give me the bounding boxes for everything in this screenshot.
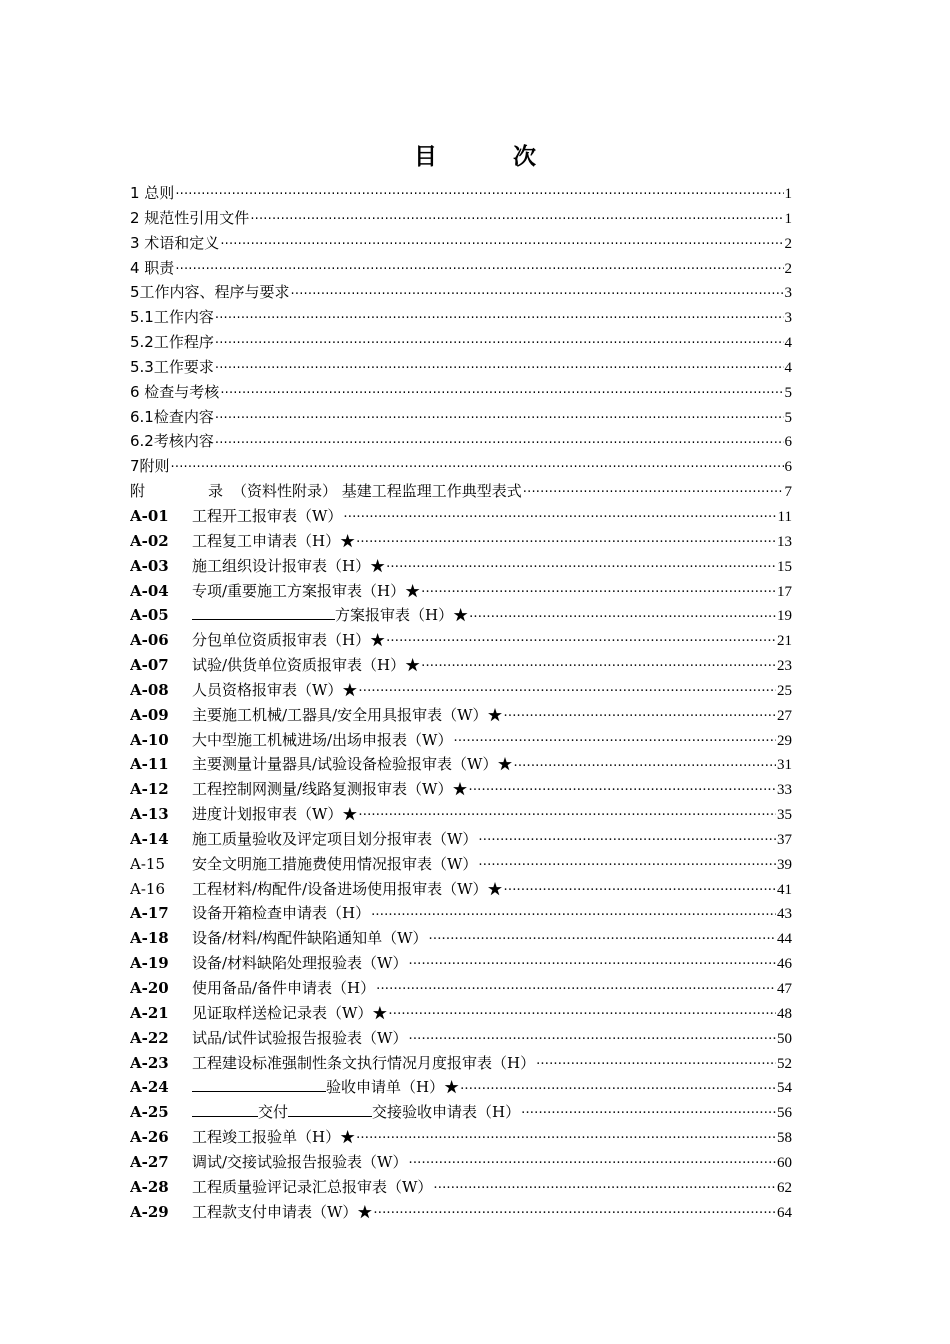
toc-entry[interactable]: 6.1检查内容 ..... 5 [130, 405, 792, 430]
toc-entry[interactable]: 6 检查与考核 ..... 5 [130, 380, 792, 405]
toc-form-entry[interactable]: A-04 专项/重要施工方案报审表（H）★ ..... 17 [130, 579, 792, 604]
toc-form-entry[interactable]: A-15 安全文明施工措施费使用情况报审表（W） ..... 39 [130, 852, 792, 877]
toc-entry[interactable]: 6.2考核内容 ..... 6 [130, 429, 792, 454]
toc-form-entry[interactable]: A-19 设备/材料缺陷处理报验表（W） ..... 46 [130, 951, 792, 976]
toc-entry-appendix[interactable]: 附 录 （资料性附录） 基建工程监理工作典型表式 ..... 7 [130, 479, 792, 504]
toc-entry[interactable]: 2 规范性引用文件 ..... 1 [130, 206, 792, 231]
toc-entry[interactable]: 5.1工作内容 ..... 3 [130, 305, 792, 330]
fill-in-blank [288, 1101, 372, 1117]
toc-form-entry[interactable]: A-24 验收申请单（H）★ ..... 54 [130, 1075, 792, 1100]
toc-form-entry[interactable]: A-28 工程质量验评记录汇总报审表（W） ..... 62 [130, 1175, 792, 1200]
toc-form-entry[interactable]: A-21 见证取样送检记录表（W）★ ..... 48 [130, 1001, 792, 1026]
toc-form-entry[interactable]: A-23 工程建设标准强制性条文执行情况月度报审表（H） ..... 52 [130, 1051, 792, 1076]
toc-form-entry[interactable]: A-11 主要测量计量器具/试验设备检验报审表（W）★ ..... 31 [130, 752, 792, 777]
toc-entry[interactable]: 3 术语和定义 ..... 2 [130, 231, 792, 256]
toc-form-entry[interactable]: A-01 工程开工报审表（W） ..... 11 [130, 504, 792, 529]
toc-entry[interactable]: 7附则 ..... 6 [130, 454, 792, 479]
toc-form-entry[interactable]: A-02 工程复工申请表（H）★ ..... 13 [130, 529, 792, 554]
toc-form-entry[interactable]: A-10 大中型施工机械进场/出场申报表（W） ..... 29 [130, 728, 792, 753]
toc-form-entry[interactable]: A-06 分包单位资质报审表（H）★ ..... 21 [130, 628, 792, 653]
toc-form-entry[interactable]: A-09 主要施工机械/工器具/安全用具报审表（W）★ ..... 27 [130, 703, 792, 728]
toc-form-entry[interactable]: A-17 设备开箱检查申请表（H） ..... 43 [130, 901, 792, 926]
toc-form-entry[interactable]: A-12 工程控制网测量/线路复测报审表（W）★ ..... 33 [130, 777, 792, 802]
fill-in-blank [192, 1076, 326, 1092]
toc-entry[interactable]: 5工作内容、程序与要求 ..... 3 [130, 280, 792, 305]
table-of-contents [130, 181, 792, 1224]
toc-form-entry[interactable]: A-16 工程材料/构配件/设备进场使用报审表（W）★ ..... 41 [130, 877, 792, 902]
toc-entry[interactable]: 5.2工作程序 ..... 4 [130, 330, 792, 355]
toc-form-entry[interactable]: A-13 进度计划报审表（W）★ ..... 35 [130, 802, 792, 827]
toc-form-entry[interactable]: A-14 施工质量验收及评定项目划分报审表（W） ..... 37 [130, 827, 792, 852]
fill-in-blank [192, 1101, 258, 1117]
toc-form-entry[interactable]: A-03 施工组织设计报审表（H）★ ..... 15 [130, 554, 792, 579]
toc-entry[interactable]: 4 职责 ..... 2 [130, 256, 792, 281]
toc-form-entry[interactable]: A-07 试验/供货单位资质报审表（H）★ ..... 23 [130, 653, 792, 678]
toc-title: 目 次 [413, 144, 570, 170]
toc-form-entry[interactable]: A-05 方案报审表（H）★ ..... 19 [130, 603, 792, 628]
toc-form-entry[interactable]: A-08 人员资格报审表（W）★ ..... 25 [130, 678, 792, 703]
toc-entry[interactable]: 1 总则 ..... 1 [130, 181, 792, 206]
toc-form-entry[interactable]: A-27 调试/交接试验报告报验表（W） ..... 60 [130, 1150, 792, 1175]
toc-entry[interactable]: 5.3工作要求 ..... 4 [130, 355, 792, 380]
fill-in-blank [192, 604, 335, 620]
toc-form-entry[interactable]: A-18 设备/材料/构配件缺陷通知单（W） ..... 44 [130, 926, 792, 951]
toc-form-entry[interactable]: A-25 交付 交接验收申请表（H） ..... 56 [130, 1100, 792, 1125]
toc-form-entry[interactable]: A-20 使用备品/备件申请表（H） ..... 47 [130, 976, 792, 1001]
toc-form-entry[interactable]: A-26 工程竣工报验单（H）★ ..... 58 [130, 1125, 792, 1150]
toc-form-entry[interactable]: A-22 试品/试件试验报告报验表（W） ..... 50 [130, 1026, 792, 1051]
toc-form-entry[interactable]: A-29 工程款支付申请表（W）★ ..... 64 [130, 1200, 792, 1225]
